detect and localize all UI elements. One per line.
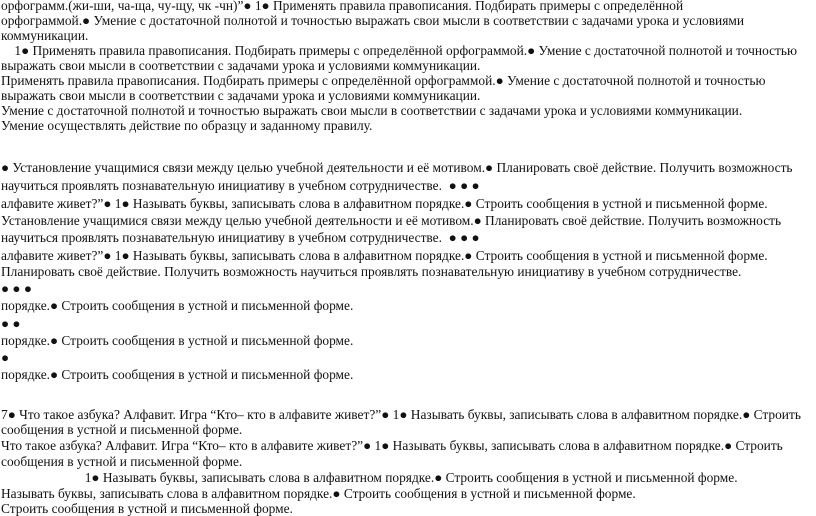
text-line: алфавите живет?”● 1● Называть буквы, записывать слова в алфавитном порядке.● Строить сообщения в устной и письменной форме. <box>1 248 768 263</box>
text-line: 1● Называть буквы, записывать слова в алфавитном порядке.● Строить сообщения в устной и письменной форме. <box>1 470 738 485</box>
text-line: 1● Применять правила правописания. Подбирать примеры с определённой орфограммой.● Умение с достаточной полнотой и точностью <box>1 43 798 58</box>
text-line: 7● Что такое азбука? Алфавит. Игра “Кто– кто в алфавите живет?”● 1● Называть буквы, записывать слова в алфавитном порядке.● Строить <box>1 407 801 422</box>
text-line: порядке.● Строить сообщения в устной и письменной форме. <box>1 298 354 313</box>
text-line: Установление учащимися связи между целью учебной деятельности и её мотивом.● Планировать своё действие. Получить возможность <box>1 213 782 228</box>
text-line: порядке.● Строить сообщения в устной и письменной форме. <box>1 367 354 382</box>
text-line: алфавите живет?”● 1● Называть буквы, записывать слова в алфавитном порядке.● Строить сообщения в устной и письменной форме. <box>1 196 768 211</box>
text-line: коммуникации. <box>1 28 89 43</box>
text-line: Строить сообщения в устной и письменной форме. <box>1 501 293 516</box>
text-line: орфограммой.● Умение с достаточной полнотой и точностью выражать свои мысли в соответствии с задачами урока и условиями <box>1 13 745 28</box>
text-line: выражать свои мысли в соответствии с задачами урока и условиями коммуникации. <box>1 88 481 103</box>
bullet-line: ● ● ● <box>1 281 32 296</box>
text-line: сообщения в устной и письменной форме. <box>1 422 243 437</box>
text-line: Планировать своё действие. Получить возможность научиться проявлять познавательную инициативу в учебном сотрудничестве. <box>1 264 742 279</box>
text-line: научиться проявлять познавательную инициативу в учебном сотрудничестве. ● ● ● <box>1 178 480 193</box>
text-line: ● Установление учащимися связи между целью учебной деятельности и её мотивом.● Планировать своё действие. Получить возможность <box>1 160 793 175</box>
text-line: научиться проявлять познавательную инициативу в учебном сотрудничестве. ● ● ● <box>1 230 480 245</box>
text-line: выражать свои мысли в соответствии с задачами урока и условиями коммуникации. <box>1 58 481 73</box>
text-line: Умение с достаточной полнотой и точностью выражать свои мысли в соответствии с задачами урока и условиями коммуникации. <box>1 103 743 118</box>
text-line: Что такое азбука? Алфавит. Игра “Кто– кто в алфавите живет?”● 1● Называть буквы, записывать слова в алфавитном порядке.● Строить <box>1 438 783 453</box>
text-line: Называть буквы, записывать слова в алфавитном порядке.● Строить сообщения в устной и письменной форме. <box>1 486 636 501</box>
bullet-line: ● ● <box>1 316 21 331</box>
bullet-line: ● <box>1 350 10 365</box>
text-line: Умение осуществлять действие по образцу и заданному правилу. <box>1 118 373 133</box>
text-line: орфограмм.(жи-ши, ча-ща, чу-щу, чк -чн)”● 1● Применять правила правописания. Подбирать примеры с определённой <box>1 0 684 13</box>
text-line: порядке.● Строить сообщения в устной и письменной форме. <box>1 333 354 348</box>
text-line: Применять правила правописания. Подбирать примеры с определённой орфограммой.● Умение с достаточной полнотой и точностью <box>1 73 766 88</box>
text-line: сообщения в устной и письменной форме. <box>1 454 243 469</box>
